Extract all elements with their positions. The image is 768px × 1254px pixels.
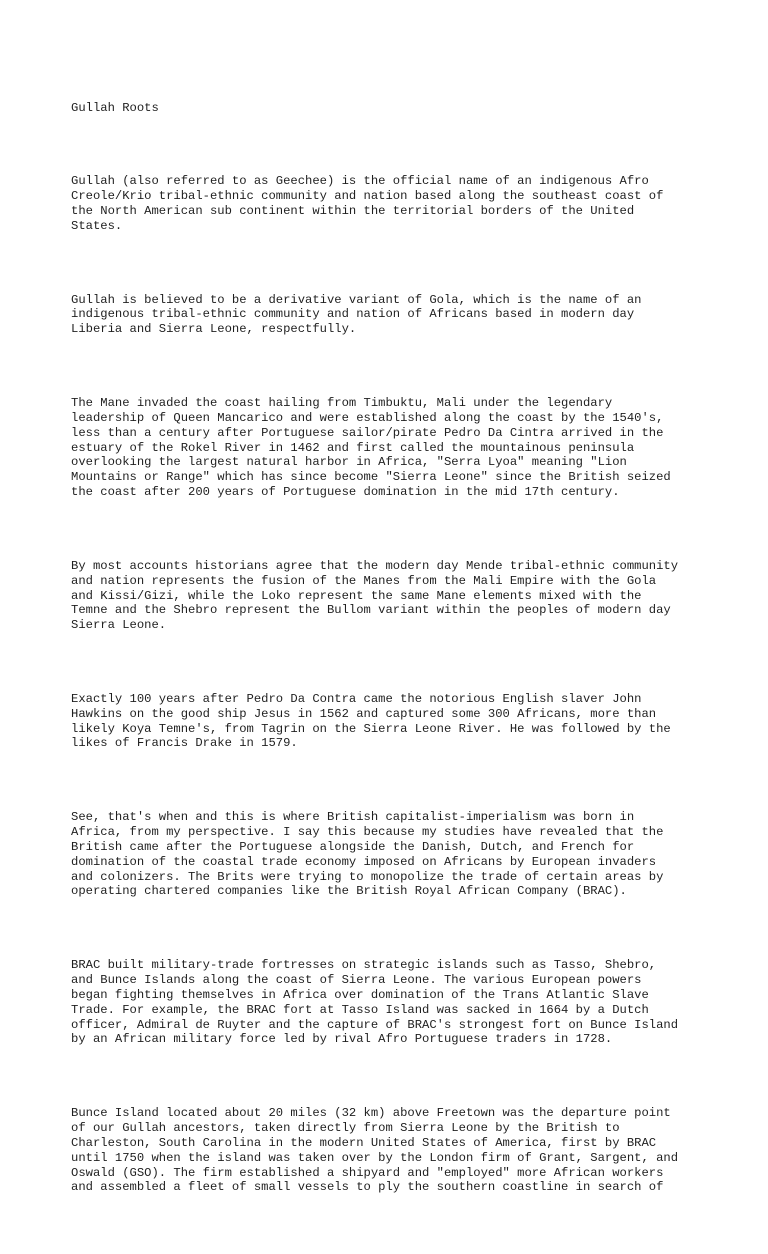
paragraph-mende-fusion: By most accounts historians agree that the modern day Mende tribal-ethnic community and nation represents the fusion of the Manes from the Mali Empire with the Gola and Kissi/Gizi, while the Loko represent the same Mane elements mixed with the Temne and the Shebro represent the Bullom variant within the peoples of modern day Sierra Leone. — [71, 558, 679, 633]
document-body — [71, 71, 711, 1254]
paragraph-brac-fortresses: BRAC built military-trade fortresses on strategic islands such as Tasso, Shebro, and Bunce Islands along the coast of Sierra Leone. The various European powers began fighting themselves in Africa over domination of the Trans Atlantic Slave Trade. For example, the BRAC fort at Tasso Island was sacked in 1664 by a Dutch officer, Admiral de Ruyter and the capture of BRAC's strongest fort on Bunce Island by an African military force led by rival Afro Portuguese traders in 1728. — [71, 958, 679, 1047]
paragraph-john-hawkins: Exactly 100 years after Pedro Da Contra came the notorious English slaver John Hawkins on the good ship Jesus in 1562 and captured some 300 Africans, more than likely Koya Temne's, from Tagrin on the Sierra Leone River. He was followed by the likes of Francis Drake in 1579. — [71, 692, 671, 751]
paragraph-bunce-island: Bunce Island located about 20 miles (32 km) above Freetown was the departure point of our Gullah ancestors, taken directly from Sierra Leone by the British to Charleston, South Carolina in the modern United States of America, first by BRAC until 1750 when the island was taken over by the London firm of Grant, Sargent, and Oswald (GSO). The firm established a shipyard and "employed" more African workers and assembled a fleet of small vessels to ply the southern coastline in search of — [71, 1106, 679, 1195]
document-title: Gullah Roots — [71, 100, 159, 115]
paragraph-gullah-definition: Gullah (also referred to as Geechee) is the official name of an indigenous Afro Creole/Krio tribal-ethnic community and nation based along the southeast coast of the North American sub continent within the territorial borders of the United States. — [71, 174, 664, 233]
paragraph-mane-invasion: The Mane invaded the coast hailing from Timbuktu, Mali under the legendary leadership of Queen Mancarico and were established along the coast by the 1540's, less than a century after Portuguese sailor/pirate Pedro Da Cintra arrived in the estuary of the Rokel River in 1462 and first called the mountainous peninsula overlooking the largest natural harbor in Africa, "Serra Lyoa" meaning "Lion Mountains or Range" which has since become "Sierra Leone" since the British seized the coast after 200 years of Portuguese domination in the mid 17th century. — [71, 396, 671, 499]
paragraph-british-imperialism: See, that's when and this is where British capitalist-imperialism was born in Africa, from my perspective. I say this because my studies have revealed that the British came after the Portuguese alongside the Danish, Dutch, and French for domination of the coastal trade economy imposed on Africans by European invaders and colonizers. The Brits were trying to monopolize the trade of certain areas by operating chartered companies like the British Royal African Company (BRAC). — [71, 810, 664, 899]
paragraph-gola-derivation: Gullah is believed to be a derivative variant of Gola, which is the name of an indigenous tribal-ethnic community and nation of Africans based in modern day Liberia and Sierra Leone, respectfully. — [71, 292, 642, 337]
